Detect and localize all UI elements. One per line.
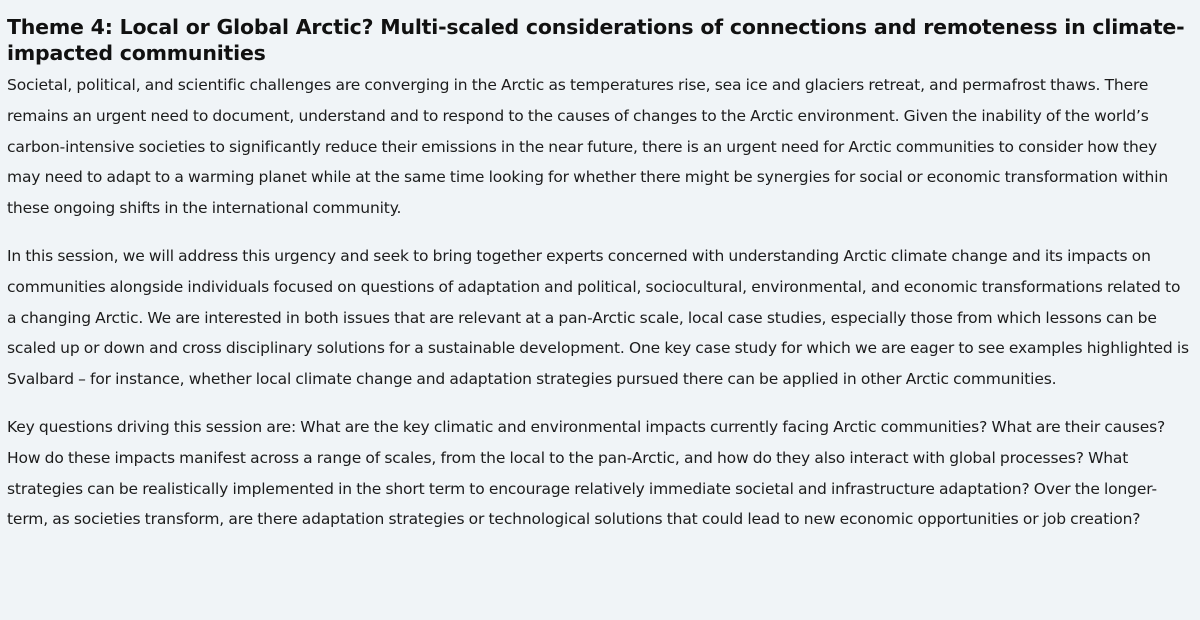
paragraph-challenges: Societal, political, and scientific challenges are converging in the Arctic as temperatures rise, sea ice and glaciers retreat, and permafrost thaws. There remains an urgent need to document, understand and to respond to the causes of changes to the Arctic environment. Given the inability of the world’s carbon-intensive societies to significantly reduce their emissions in the near future, there is an urgent need for Arctic communities to consider how they may need to adapt to a warming planet while at the same time looking for whether there might be synergies for social or economic transformation within these ongoing shifts in the international community. [7,76,1169,218]
paragraph-session-goals: In this session, we will address this urgency and seek to bring together experts concerned with understanding Arctic climate change and its impacts on communities alongside individuals focused on questions of adaptation and political, sociocultural, environmental, and economic transformations related to a changing Arctic. We are interested in both issues that are relevant at a pan-Arctic scale, local case studies, especially those from which lessons can be scaled up or down and cross disciplinary solutions for a sustainable development. One key case study for which we are eager to see examples highlighted is Svalbard – for instance, whether local climate change and adaptation strategies pursued there can be applied in other Arctic communities. [7,246,1189,389]
paragraph-key-questions: Key questions driving this session are: What are the key climatic and environmental impacts currently facing Arctic communities? What are their causes? How do these impacts manifest across a range of scales, from the local to the pan-Arctic, and how do they also interact with global processes? What strategies can be realistically implemented in the short term to encourage relatively immediate societal and infrastructure adaptation? Over the longer-term, as societies transform, are there adaptation strategies or technological solutions that could lead to new economic opportunities or job creation? [7,417,1166,529]
section-title: Theme 4: Local or Global Arctic? Multi-scaled considerations of connections and remoteness in climate-impacted communities [7,15,1185,65]
